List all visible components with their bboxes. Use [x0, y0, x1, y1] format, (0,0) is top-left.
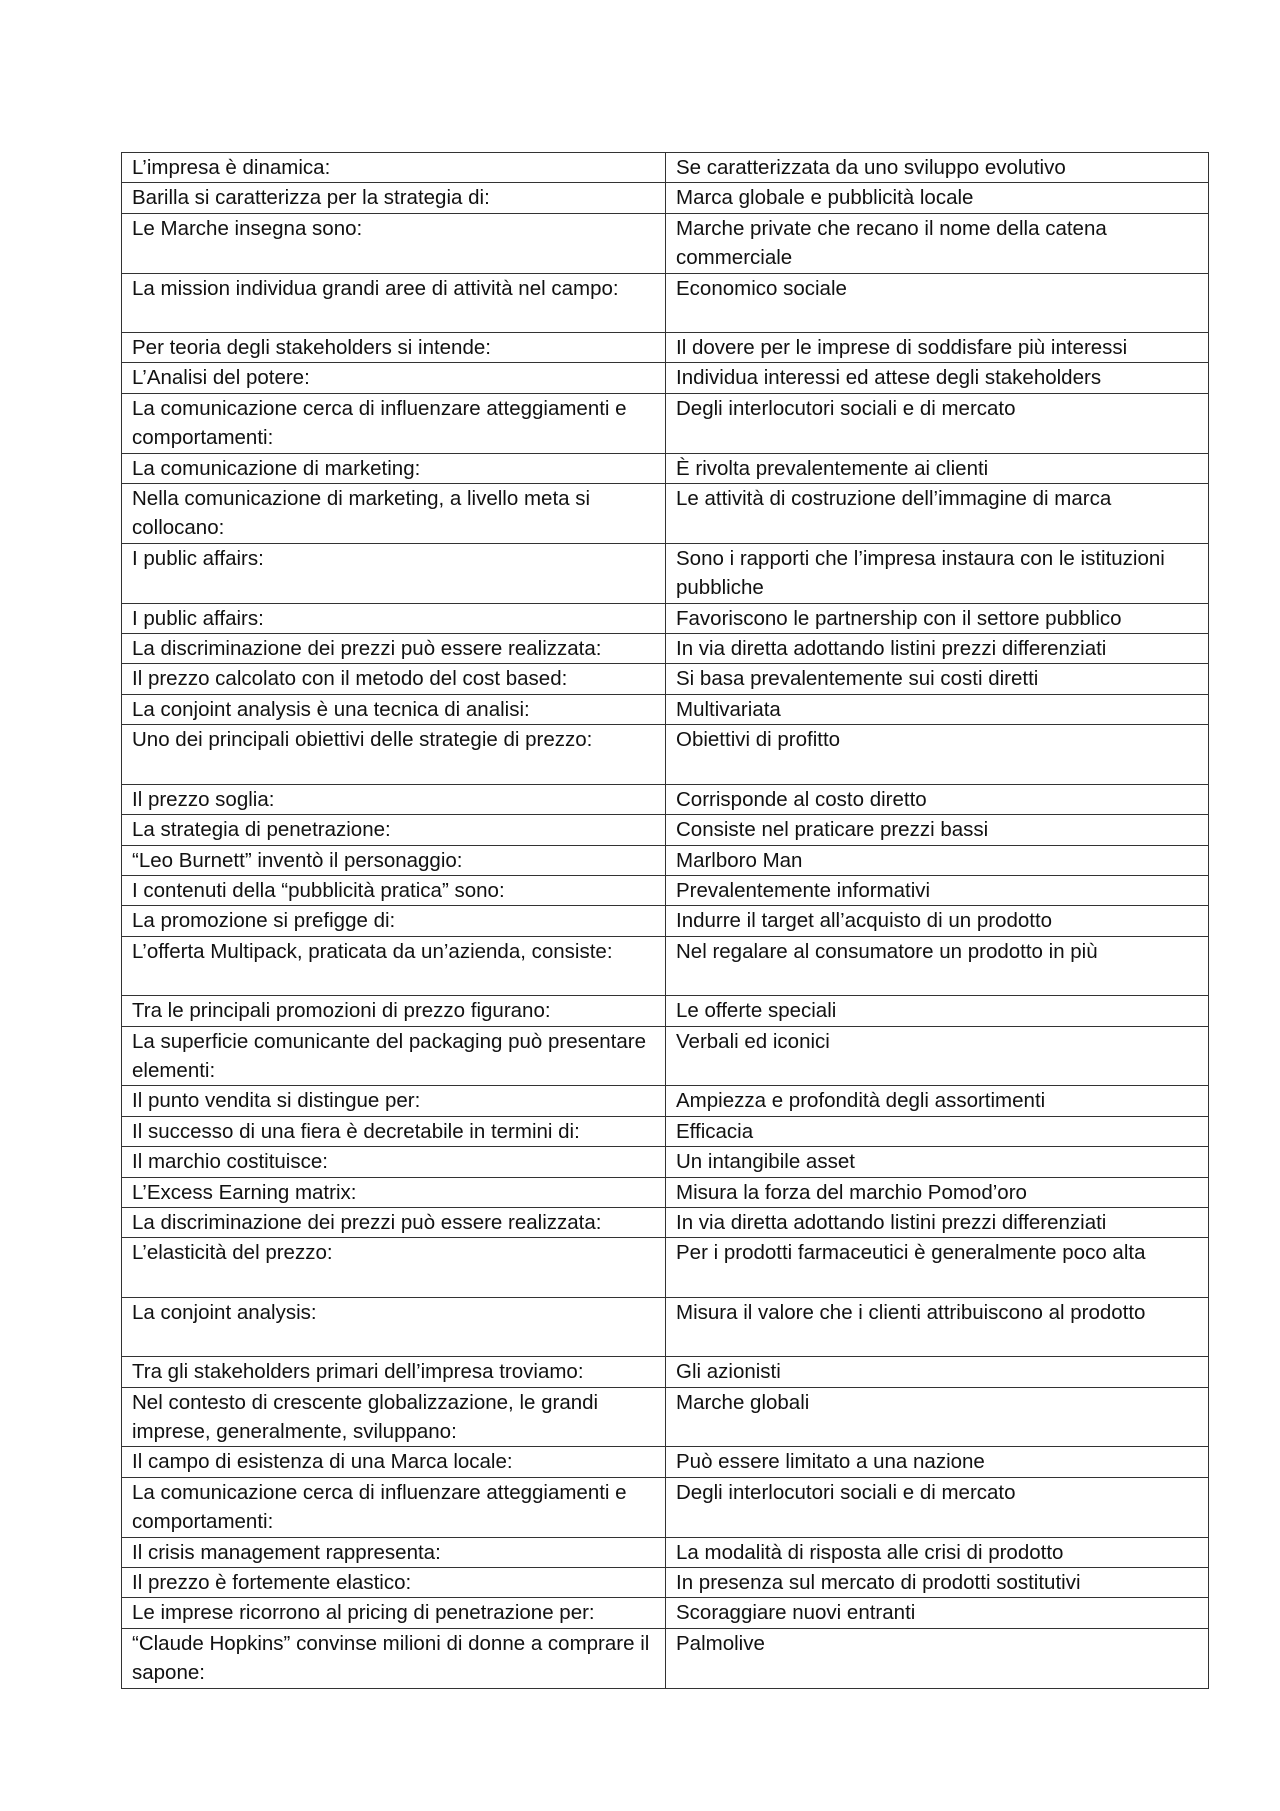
- answer-cell: Le offerte speciali: [666, 996, 1209, 1026]
- table-row: [122, 1297, 1209, 1356]
- answer-cell: In via diretta adottando listini prezzi differenziati: [666, 1207, 1209, 1237]
- table-row: [122, 1357, 1209, 1387]
- answer-cell: Corrisponde al costo diretto: [666, 784, 1209, 814]
- question-cell: Il prezzo è fortemente elastico:: [122, 1567, 666, 1597]
- table-row: [122, 996, 1209, 1026]
- table-row: [122, 603, 1209, 633]
- answer-cell: Palmolive: [666, 1628, 1209, 1688]
- answer-cell: Ampiezza e profondità degli assortimenti: [666, 1086, 1209, 1116]
- qa-table: [121, 152, 1209, 1689]
- question-cell: Tra le principali promozioni di prezzo figurano:: [122, 996, 666, 1026]
- answer-cell: Efficacia: [666, 1116, 1209, 1146]
- table-row: [122, 333, 1209, 363]
- table-row: [122, 1567, 1209, 1597]
- question-cell: La conjoint analysis è una tecnica di analisi:: [122, 694, 666, 724]
- question-cell: Uno dei principali obiettivi delle strategie di prezzo:: [122, 725, 666, 784]
- table-row: [122, 363, 1209, 393]
- question-cell: La strategia di penetrazione:: [122, 815, 666, 845]
- question-cell: Il successo di una fiera è decretabile in termini di:: [122, 1116, 666, 1146]
- answer-cell: Multivariata: [666, 694, 1209, 724]
- table-row: [122, 1447, 1209, 1477]
- question-cell: La discriminazione dei prezzi può essere realizzata:: [122, 1207, 666, 1237]
- table-row: [122, 1147, 1209, 1177]
- question-cell: Il punto vendita si distingue per:: [122, 1086, 666, 1116]
- table-row: [122, 453, 1209, 483]
- answer-cell: Sono i rapporti che l’impresa instaura con le istituzioni pubbliche: [666, 543, 1209, 603]
- answer-cell: Un intangibile asset: [666, 1147, 1209, 1177]
- table-row: [122, 634, 1209, 664]
- table-row: [122, 664, 1209, 694]
- answer-cell: Marca globale e pubblicità locale: [666, 183, 1209, 213]
- answer-cell: La modalità di risposta alle crisi di prodotto: [666, 1537, 1209, 1567]
- question-cell: Per teoria degli stakeholders si intende:: [122, 333, 666, 363]
- question-cell: Nella comunicazione di marketing, a livello meta si collocano:: [122, 484, 666, 544]
- answer-cell: Individua interessi ed attese degli stakeholders: [666, 363, 1209, 393]
- answer-cell: In presenza sul mercato di prodotti sostitutivi: [666, 1567, 1209, 1597]
- table-row: [122, 1598, 1209, 1628]
- table-row: [122, 1387, 1209, 1447]
- answer-cell: Marche private che recano il nome della catena commerciale: [666, 213, 1209, 273]
- table-row: [122, 1116, 1209, 1146]
- question-cell: La promozione si prefigge di:: [122, 906, 666, 936]
- question-cell: La comunicazione di marketing:: [122, 453, 666, 483]
- answer-cell: Marlboro Man: [666, 845, 1209, 875]
- table-row: [122, 906, 1209, 936]
- question-cell: Il marchio costituisce:: [122, 1147, 666, 1177]
- answer-cell: Nel regalare al consumatore un prodotto in più: [666, 936, 1209, 995]
- table-row: [122, 784, 1209, 814]
- question-cell: Il prezzo soglia:: [122, 784, 666, 814]
- question-cell: L’Excess Earning matrix:: [122, 1177, 666, 1207]
- question-cell: La comunicazione cerca di influenzare atteggiamenti e comportamenti:: [122, 1477, 666, 1537]
- question-cell: La comunicazione cerca di influenzare atteggiamenti e comportamenti:: [122, 393, 666, 453]
- table-row: [122, 543, 1209, 603]
- answer-cell: Scoraggiare nuovi entranti: [666, 1598, 1209, 1628]
- table-row: [122, 725, 1209, 784]
- answer-cell: Il dovere per le imprese di soddisfare più interessi: [666, 333, 1209, 363]
- question-cell: Nel contesto di crescente globalizzazione, le grandi imprese, generalmente, sviluppano:: [122, 1387, 666, 1447]
- answer-cell: Verbali ed iconici: [666, 1026, 1209, 1086]
- table-row: [122, 1207, 1209, 1237]
- answer-cell: In via diretta adottando listini prezzi differenziati: [666, 634, 1209, 664]
- answer-cell: Marche globali: [666, 1387, 1209, 1447]
- answer-cell: Consiste nel praticare prezzi bassi: [666, 815, 1209, 845]
- table-row: [122, 694, 1209, 724]
- answer-cell: Degli interlocutori sociali e di mercato: [666, 1477, 1209, 1537]
- question-cell: La discriminazione dei prezzi può essere realizzata:: [122, 634, 666, 664]
- table-row: [122, 1477, 1209, 1537]
- question-cell: I contenuti della “pubblicità pratica” sono:: [122, 875, 666, 905]
- table-row: [122, 393, 1209, 453]
- table-row: [122, 1238, 1209, 1297]
- table-row: [122, 1086, 1209, 1116]
- question-cell: Le imprese ricorrono al pricing di penetrazione per:: [122, 1598, 666, 1628]
- question-cell: Il campo di esistenza di una Marca locale:: [122, 1447, 666, 1477]
- answer-cell: Indurre il target all’acquisto di un prodotto: [666, 906, 1209, 936]
- answer-cell: Degli interlocutori sociali e di mercato: [666, 393, 1209, 453]
- table-row: [122, 153, 1209, 183]
- question-cell: I public affairs:: [122, 603, 666, 633]
- question-cell: L’impresa è dinamica:: [122, 153, 666, 183]
- question-cell: La mission individua grandi aree di attività nel campo:: [122, 273, 666, 332]
- question-cell: L’Analisi del potere:: [122, 363, 666, 393]
- question-cell: Il prezzo calcolato con il metodo del cost based:: [122, 664, 666, 694]
- question-cell: Barilla si caratterizza per la strategia di:: [122, 183, 666, 213]
- table-row: [122, 936, 1209, 995]
- answer-cell: Misura la forza del marchio Pomod’oro: [666, 1177, 1209, 1207]
- table-row: [122, 1537, 1209, 1567]
- answer-cell: Prevalentemente informativi: [666, 875, 1209, 905]
- answer-cell: È rivolta prevalentemente ai clienti: [666, 453, 1209, 483]
- answer-cell: Gli azionisti: [666, 1357, 1209, 1387]
- answer-cell: Le attività di costruzione dell’immagine di marca: [666, 484, 1209, 544]
- table-row: [122, 484, 1209, 544]
- question-cell: La conjoint analysis:: [122, 1297, 666, 1356]
- question-cell: La superficie comunicante del packaging può presentare elementi:: [122, 1026, 666, 1086]
- table-row: [122, 845, 1209, 875]
- answer-cell: Economico sociale: [666, 273, 1209, 332]
- table-row: [122, 815, 1209, 845]
- answer-cell: Favoriscono le partnership con il settore pubblico: [666, 603, 1209, 633]
- question-cell: I public affairs:: [122, 543, 666, 603]
- question-cell: L’offerta Multipack, praticata da un’azienda, consiste:: [122, 936, 666, 995]
- question-cell: “Leo Burnett” inventò il personaggio:: [122, 845, 666, 875]
- table-row: [122, 183, 1209, 213]
- question-cell: L’elasticità del prezzo:: [122, 1238, 666, 1297]
- answer-cell: Misura il valore che i clienti attribuiscono al prodotto: [666, 1297, 1209, 1356]
- table-row: [122, 1177, 1209, 1207]
- answer-cell: Si basa prevalentemente sui costi diretti: [666, 664, 1209, 694]
- answer-cell: Per i prodotti farmaceutici è generalmente poco alta: [666, 1238, 1209, 1297]
- table-row: [122, 1026, 1209, 1086]
- table-row: [122, 1628, 1209, 1688]
- table-row: [122, 273, 1209, 332]
- answer-cell: Se caratterizzata da uno sviluppo evolutivo: [666, 153, 1209, 183]
- question-cell: “Claude Hopkins” convinse milioni di donne a comprare il sapone:: [122, 1628, 666, 1688]
- question-cell: Il crisis management rappresenta:: [122, 1537, 666, 1567]
- answer-cell: Può essere limitato a una nazione: [666, 1447, 1209, 1477]
- qa-table-body: [122, 153, 1209, 1689]
- table-row: [122, 213, 1209, 273]
- answer-cell: Obiettivi di profitto: [666, 725, 1209, 784]
- table-row: [122, 875, 1209, 905]
- question-cell: Le Marche insegna sono:: [122, 213, 666, 273]
- question-cell: Tra gli stakeholders primari dell’impresa troviamo:: [122, 1357, 666, 1387]
